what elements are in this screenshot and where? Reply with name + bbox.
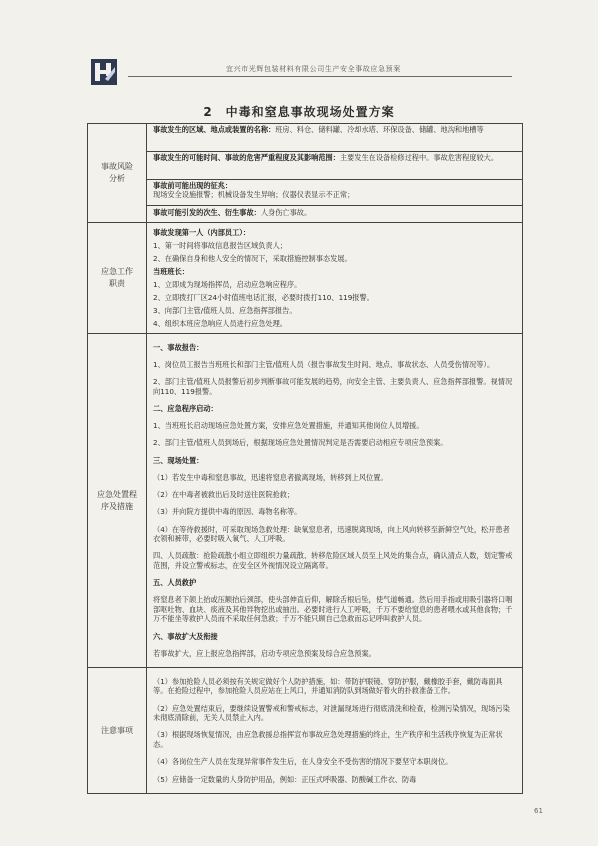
duty-row bbox=[88, 223, 523, 334]
company-logo bbox=[91, 59, 117, 85]
procedure-line: 2、部门主管/值班人员报警后初步判断事故可能发展的趋势，向安全主管、主要负责人、应急指挥部报警。视情况向110、119报警。 bbox=[153, 377, 513, 396]
notes-label: 注意事项 bbox=[88, 668, 147, 794]
procedure-heading: 二、应急程序启动： bbox=[153, 403, 218, 413]
document-title: 2 中毒和窒息事故现场处置方案 bbox=[203, 105, 395, 119]
duty-content: 事故发现第一人（内部员工）： 1、第一时间将事故信息报告区域负责人； 2、在确保自身和他人安全的情况下，采取措施控制事态发展。 当班班长： 1、立即成为现场指挥员，启动应急响应程序。 2、立即拨打厂区24小时值班电话汇报，必要时拨打110、119报警。 3、向部门主管/值班人员、应急指挥部报告。 4、组织本班应急响应人员进行应急处理。 bbox=[147, 223, 523, 334]
procedure-row bbox=[88, 334, 523, 668]
procedure-line: 1、岗位员工报告当班班长和部门主管/值班人员（报告事故发生时间、地点、事故状态、人员受伤情况等）。 bbox=[153, 359, 495, 369]
note-line: （1）参加抢险人员必须按有关规定做好个人防护措施，如：带防护眼镜、穿防护服，戴橡胶手套，戴防毒面具等。在抢险过程中，参加抢险人员应站在上风口，并通知消防队到场做好着火的扑救准备工作。 bbox=[153, 676, 503, 696]
risk-area: 事故发生的区域、地点或装置的名称：班房、料仓、储料罐、冷却水塔、环保设备、储罐、地沟和地槽等 bbox=[153, 125, 484, 134]
procedure-heading: 六、事故扩大及衔接 bbox=[153, 631, 218, 641]
page-number: 61 bbox=[534, 807, 543, 815]
header-company: 宜兴市光辉包装材料有限公司生产安全事故应急预案 bbox=[226, 65, 401, 73]
note-line: （2）应急处置结束后，要继续设置警戒和警戒标志，对泄漏现场进行彻底清洗和检查，检测污染情况，现场污染未彻底清除前，无关人员禁止入内。 bbox=[153, 703, 510, 723]
risk-content bbox=[147, 124, 523, 223]
procedure-line: 1、当班班长启动现场应急处置方案，安排应急处置措施，并通知其他岗位人员增援。 bbox=[153, 421, 424, 431]
procedure-line: （1）若发生中毒和窒息事故，迅速将窒息者撤离现场，转移到上风位置。 bbox=[153, 472, 388, 482]
disposal-plan-table bbox=[87, 123, 523, 794]
duty-label: 应急工作职责 bbox=[88, 223, 147, 334]
procedure-line: （3）并向院方提供中毒的原因、毒物名称等。 bbox=[153, 507, 302, 517]
procedure-line: 2、部门主管/值班人员到场后，根据现场应急处置情况判定是否需要启动相应专项应急预案。 bbox=[153, 438, 448, 448]
risk-secondary: 事故可能引发的次生、衍生事故：人身伤亡事故。 bbox=[153, 208, 312, 218]
note-line: （4）各岗位生产人员在发现异常事件发生后，在人身安全不受伤害的情况下要坚守本职岗位。 bbox=[153, 757, 453, 767]
procedure-content bbox=[147, 334, 523, 668]
note-line: （3）根据现场恢复情况，由应急救援总指挥宣布事故应急处理措施的终止，生产秩序和生活秩序恢复为正常状态。 bbox=[153, 730, 503, 749]
risk-time: 事故发生的可能时间、事故的危害严重程度及其影响范围：主要发生在设备检修过程中。事故危害程度较大。 bbox=[153, 152, 499, 162]
procedure-label: 应急处置程序及措施 bbox=[88, 334, 147, 668]
procedure-line: （2）在中毒者被救出后及时送往医院抢救； bbox=[153, 490, 295, 500]
procedure-line: 若事故扩大，应上报应急指挥部，启动专项应急预案及综合应急预案。 bbox=[153, 648, 376, 658]
notes-content bbox=[147, 668, 523, 794]
risk-signs: 事故前可能出现的征兆： 现场安全设施报警；机械设备发生异响；仪器仪表显示不正常； bbox=[153, 180, 355, 200]
notes-row bbox=[88, 668, 523, 794]
procedure-line: 四、人员疏散：抢险疏散小组立即组织力量疏散、转移危险区域人员至上风处的集合点，确认清点人数，划定警戒范围，并设立警戒标志，在安全区外视情况设立隔离带。 bbox=[153, 551, 513, 570]
header-rule bbox=[128, 76, 512, 77]
procedure-heading: 三、现场处置： bbox=[153, 455, 204, 465]
procedure-line: （4）在等待救援时，可采取现场急救处理：缺氧窒息者，迅速脱离现场，向上风向转移至新鲜空气处，松开患者衣领和裤带，必要时吸入氧气、人工呼吸。 bbox=[153, 524, 510, 544]
procedure-heading: 一、事故报告： bbox=[153, 342, 204, 352]
note-line: （5）应储备一定数量的人身防护用品，例如：正压式呼吸器、防酸碱工作衣、防毒 bbox=[153, 774, 417, 784]
procedure-heading: 五、人员救护 bbox=[153, 578, 197, 588]
risk-label: 事故风险分析 bbox=[88, 124, 147, 223]
risk-row bbox=[88, 124, 523, 223]
procedure-line: 将窒息者下颌上抬或压额抬后颈部，使头部伸直后仰，解除舌根后坠，使气道畅通。然后用手指或用吸引器将口咽部呕吐物、血块、痰液及其他异物挖出或抽出。必要时进行人工呼吸，千万不要给窒息的患者喂水或其他食物；千万不能坐等救护人员而不采取任何急救；千万不能只顾自己急救而忘记呼叫救护人员。 bbox=[153, 595, 513, 624]
